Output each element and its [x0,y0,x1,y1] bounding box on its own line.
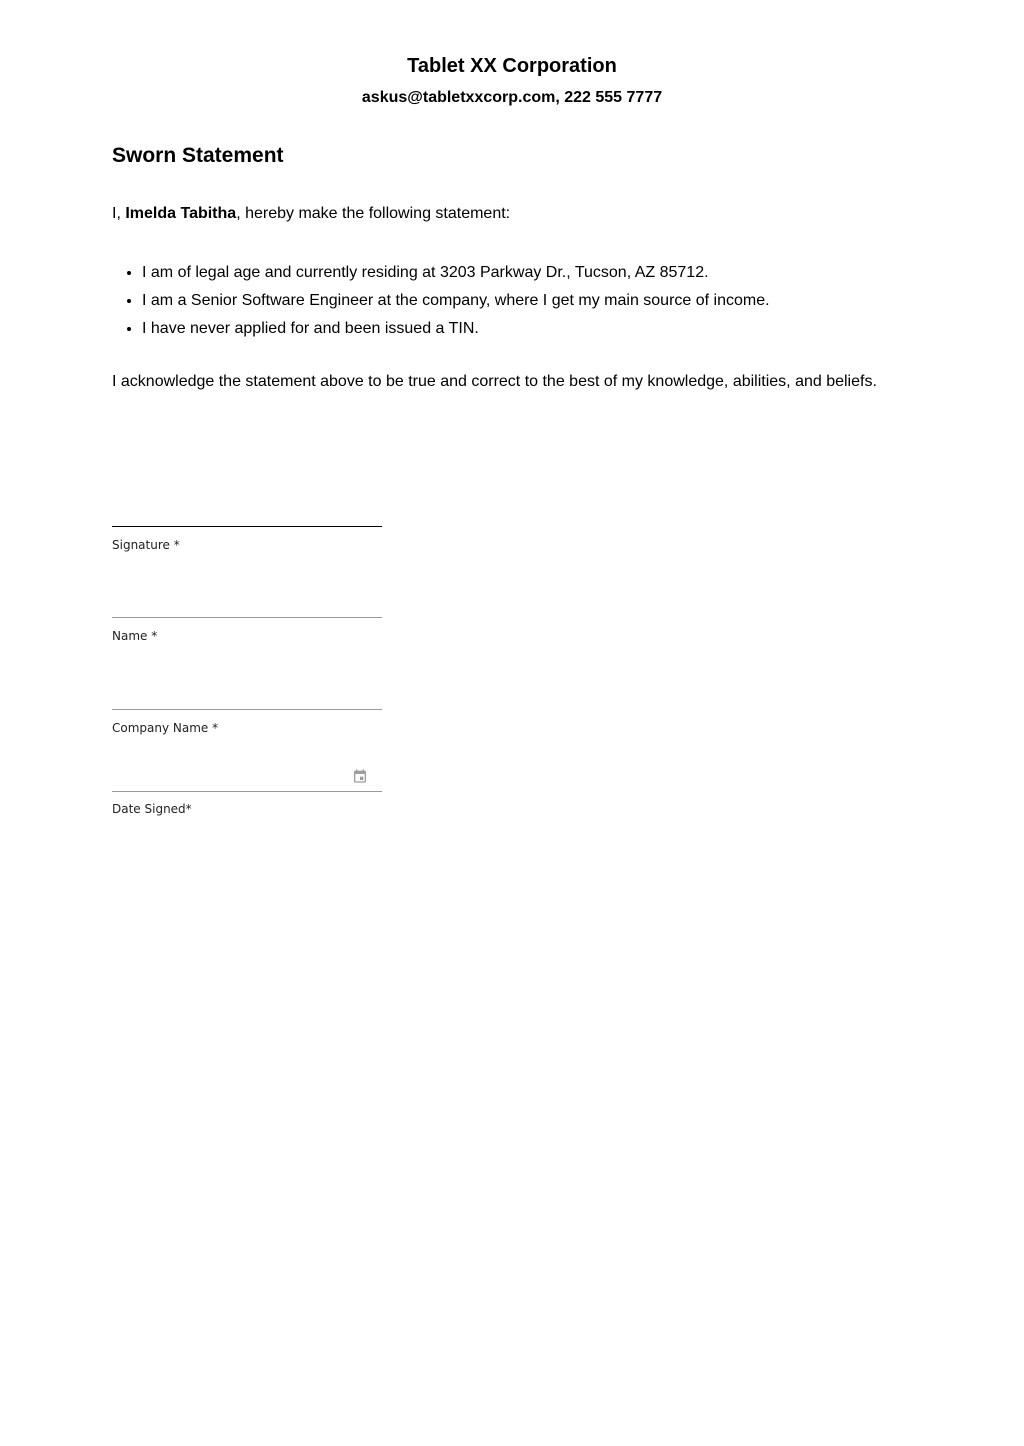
document-header [0,52,1024,109]
company-name-field [112,673,382,736]
statement-item: • I am a Senior Software Engineer at the company, where I get my main source of income. [142,287,932,315]
date-signed-input[interactable] [112,755,382,792]
name-input[interactable] [112,581,382,618]
company-name-label: Company Name * [112,721,219,735]
statement-item: • I am of legal age and currently residing at 3203 Parkway Dr., Tucson, AZ 85712. [142,259,932,287]
name-label: Name * [112,629,158,643]
signature-field [112,490,382,553]
signature-input[interactable] [112,490,382,527]
company-contact: askus@tabletxxcorp.com, 222 555 7777 [361,89,663,106]
intro-paragraph [112,203,932,225]
company-name-input[interactable] [112,673,382,710]
statement-item: • I have never applied for and been issued a TIN. [142,315,932,343]
date-signed-field [112,755,382,817]
name-field [112,581,382,644]
document-title: Sworn Statement [112,144,284,167]
affiant-name: Imelda Tabitha [125,205,237,222]
acknowledgment-paragraph: I acknowledge the statement above to be true and correct to the best of my knowledge, abilities, and beliefs. [112,373,877,390]
statement-list [112,259,932,343]
signature-label: Signature * [112,538,180,552]
intro-prefix: I, [112,205,126,222]
calendar-icon[interactable] [352,768,368,784]
intro-suffix: , hereby make the following statement: [236,205,511,222]
date-signed-label: Date Signed* [112,802,192,816]
company-name: Tablet XX Corporation [407,55,617,77]
